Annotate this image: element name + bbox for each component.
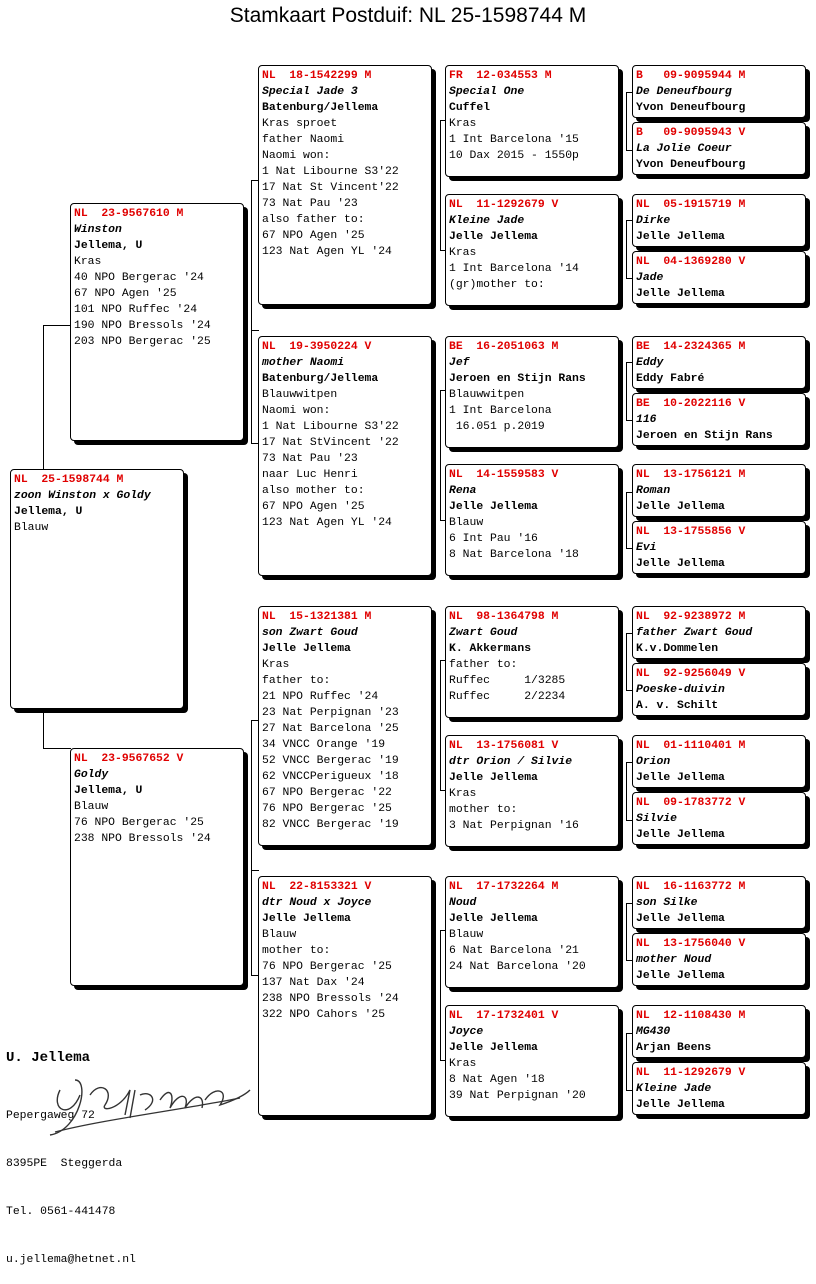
info-line: Kras [449,247,477,259]
info-line: 238 NPO Bressols '24 [74,833,211,845]
pigeon-name: father Zwart Goud [636,627,753,639]
info-line: Blauw [262,929,297,941]
g3-card-4 [445,464,619,576]
g3-card-2 [445,194,619,306]
pigeon-name: Jef [449,357,470,369]
connector [43,748,71,749]
connector [626,492,627,548]
g4-card-5 [632,336,806,389]
g4-card-6 [632,393,806,446]
info-line: 6 Int Pau '16 [449,533,538,545]
info-line: 76 NPO Bergerac '25 [262,803,392,815]
info-line: 1 Int Barcelona [449,405,552,417]
pigeon-name: Silvie [636,813,678,825]
g4-card-16 [632,1062,806,1115]
owner-name: Jelle Jellema [636,558,725,570]
ring-number: NL 13-1756040 V [636,938,746,950]
info-line: Blauw [449,517,484,529]
connector [626,762,627,820]
ring-number: NL 13-1756081 V [449,740,559,752]
ring-number: NL 22-8153321 V [262,881,372,893]
info-line: also father to: [262,214,365,226]
pigeon-name: Zwart Goud [449,627,518,639]
owner-name: Jellema, U [14,506,83,518]
ring-number: NL 23-9567652 V [74,753,184,765]
info-line: 238 NPO Bressols '24 [262,993,399,1005]
owner-name: Jelle Jellema [449,501,538,513]
dam-card [70,748,244,986]
owner-name: K. Akkermans [449,643,532,655]
connector [626,362,627,420]
connector [440,120,441,250]
ring-number: BE 10-2022116 V [636,398,746,410]
ring-number: NL 16-1163772 M [636,881,746,893]
pigeon-name: Eddy [636,357,664,369]
owner-name: Jelle Jellema [262,643,351,655]
info-line: Kras [74,256,102,268]
ring-number: NL 05-1915719 M [636,199,746,211]
g3-card-6 [445,735,619,847]
ring-number: NL 18-1542299 M [262,70,372,82]
info-line: 123 Nat Agen YL '24 [262,517,392,529]
g3-card-1 [445,65,619,177]
info-line: father to: [449,659,518,671]
owner-name: Jelle Jellema [636,772,725,784]
info-line: 6 Nat Barcelona '21 [449,945,579,957]
g4-card-8 [632,521,806,574]
info-line: also mother to: [262,485,365,497]
info-line: 21 NPO Ruffec '24 [262,691,379,703]
ring-number: B 09-9095943 V [636,127,746,139]
connector [626,92,627,150]
info-line: 137 Nat Dax '24 [262,977,365,989]
info-line: 27 Nat Barcelona '25 [262,723,399,735]
pigeon-name: mother Naomi [262,357,345,369]
info-line: Kras [449,118,477,130]
connector [440,660,441,790]
owner-name: Batenburg/Jellema [262,102,379,114]
owner-name: Yvon Deneufbourg [636,102,746,114]
g4-card-4 [632,251,806,304]
owner-name: K.v.Dommelen [636,643,719,655]
ring-number: NL 92-9238972 M [636,611,746,623]
owner-name: Cuffel [449,102,491,114]
info-line: 39 Nat Perpignan '20 [449,1090,586,1102]
ring-number: NL 23-9567610 M [74,208,184,220]
ring-number: NL 15-1321381 M [262,611,372,623]
ring-number: NL 04-1369280 V [636,256,746,268]
info-line: (gr)mother to: [449,279,545,291]
pigeon-name: MG430 [636,1026,671,1038]
g4-card-14 [632,933,806,986]
owner-name: Jelle Jellema [636,829,725,841]
g3-card-8 [445,1005,619,1117]
ring-number: NL 98-1364798 M [449,611,559,623]
info-line: 17 Nat StVincent '22 [262,437,399,449]
owner-name: Jellema, U [74,785,143,797]
pigeon-name: son Silke [636,897,698,909]
g4-card-7 [632,464,806,517]
info-line: 1 Int Barcelona '15 [449,134,579,146]
breeder-email: u.jellema@hetnet.nl [6,1254,136,1266]
info-line: 62 VNCCPerigueux '18 [262,771,399,783]
info-line: 322 NPO Cahors '25 [262,1009,386,1021]
owner-name: Jeroen en Stijn Rans [449,373,586,385]
info-line: mother to: [449,804,518,816]
connector [251,330,259,331]
breeder-name: U. Jellema [6,1050,91,1066]
ring-number: B 09-9095944 M [636,70,746,82]
owner-name: Jelle Jellema [449,231,538,243]
pigeon-name: De Deneufbourg [636,86,732,98]
ring-number: NL 25-1598744 M [14,474,124,486]
info-line: 3 Nat Perpignan '16 [449,820,579,832]
info-line: Ruffec 1/3285 [449,675,566,687]
connector [251,180,252,330]
handwritten-signature [20,1050,260,1140]
pigeon-name: Kleine Jade [636,1083,712,1095]
pigeon-name: Winston [74,224,122,236]
pigeon-name: Jade [636,272,664,284]
pigeon-name: Evi [636,542,657,554]
info-line: Kras [262,659,290,671]
ring-number: NL 11-1292679 V [449,199,559,211]
breeder-phone: Tel. 0561-441478 [6,1206,116,1218]
info-line: 8 Nat Barcelona '18 [449,549,579,561]
g4-card-1 [632,65,806,118]
info-line: Blauw [449,929,484,941]
info-line: 23 Nat Perpignan '23 [262,707,399,719]
pigeon-name: Poeske-duivin [636,684,725,696]
connector [43,325,44,470]
connector [626,633,627,690]
connector [251,870,252,975]
ring-number: NL 13-1756121 M [636,469,746,481]
info-line: 1 Nat Libourne S3'22 [262,421,399,433]
info-line: 67 NPO Agen '25 [262,501,365,513]
g3-card-5 [445,606,619,718]
g4-card-13 [632,876,806,929]
info-line: Naomi won: [262,405,331,417]
info-line: Kras sproet [262,118,338,130]
g4-card-2 [632,122,806,175]
owner-name: Jelle Jellema [636,970,725,982]
ring-number: BE 14-2324365 M [636,341,746,353]
ring-number: NL 13-1755856 V [636,526,746,538]
info-line: father to: [262,675,331,687]
connector [626,1033,627,1090]
ring-number: NL 19-3950224 V [262,341,372,353]
owner-name: A. v. Schilt [636,700,719,712]
info-line: 40 NPO Bergerac '24 [74,272,204,284]
connector [43,708,44,748]
breeder-address: Pepergaweg 72 [6,1110,95,1122]
g4-card-10 [632,663,806,716]
pigeon-name: Roman [636,485,671,497]
connector [251,870,259,871]
info-line: 8 Nat Agen '18 [449,1074,545,1086]
pigeon-name: dtr Orion / Silvie [449,756,573,768]
g4-card-11 [632,735,806,788]
info-line: Blauwwitpen [262,389,338,401]
info-line: 1 Nat Libourne S3'22 [262,166,399,178]
pigeon-name: mother Noud [636,954,712,966]
ring-number: BE 16-2051063 M [449,341,559,353]
pigeon-name: Special One [449,86,525,98]
ring-number: NL 01-1110401 M [636,740,746,752]
info-line: 123 Nat Agen YL '24 [262,246,392,258]
pigeon-name: Joyce [449,1026,484,1038]
connector [251,330,252,443]
connector [43,325,71,326]
info-line: naar Luc Henri [262,469,358,481]
info-line: 52 VNCC Bergerac '19 [262,755,399,767]
pigeon-name: La Jolie Coeur [636,143,732,155]
owner-name: Jeroen en Stijn Rans [636,430,773,442]
owner-name: Jelle Jellema [636,231,725,243]
owner-name: Jelle Jellema [449,1042,538,1054]
ring-number: NL 12-1108430 M [636,1010,746,1022]
owner-name: Jelle Jellema [449,913,538,925]
owner-name: Arjan Beens [636,1042,712,1054]
info-line: 76 NPO Bergerac '25 [262,961,392,973]
pigeon-name: Kleine Jade [449,215,525,227]
info-line: 17 Nat St Vincent'22 [262,182,399,194]
pigeon-name: Dirke [636,215,671,227]
info-line: Ruffec 2/2234 [449,691,566,703]
info-line: 67 NPO Agen '25 [262,230,365,242]
info-line: 190 NPO Bressols '24 [74,320,211,332]
pigeon-name: Orion [636,756,671,768]
pigeon-name: zoon Winston x Goldy [14,490,151,502]
g3-card-3 [445,336,619,448]
g4-card-15 [632,1005,806,1058]
g3-card-7 [445,876,619,988]
pigeon-name: Noud [449,897,477,909]
ring-number: NL 17-1732401 V [449,1010,559,1022]
ring-number: NL 14-1559583 V [449,469,559,481]
owner-name: Batenburg/Jellema [262,373,379,385]
owner-name: Yvon Deneufbourg [636,159,746,171]
info-line: 73 Nat Pau '23 [262,453,358,465]
ring-number: NL 11-1292679 V [636,1067,746,1079]
pigeon-name: Goldy [74,769,109,781]
connector [626,903,627,960]
info-line: 24 Nat Barcelona '20 [449,961,586,973]
connector [440,390,441,520]
grandsire-maternal-card [258,606,432,846]
info-line: 1 Int Barcelona '14 [449,263,579,275]
granddam-paternal-card [258,336,432,576]
connector [626,220,627,278]
g4-card-3 [632,194,806,247]
ring-number: NL 09-1783772 V [636,797,746,809]
info-line: 67 NPO Agen '25 [74,288,177,300]
info-line: Blauw [14,522,49,534]
info-line: 34 VNCC Orange '19 [262,739,386,751]
info-line: Kras [449,1058,477,1070]
sire-card [70,203,244,441]
info-line: 203 NPO Bergerac '25 [74,336,211,348]
info-line: 82 VNCC Bergerac '19 [262,819,399,831]
info-line: 16.051 p.2019 [449,421,545,433]
info-line: father Naomi [262,134,345,146]
owner-name: Jelle Jellema [449,772,538,784]
g4-card-12 [632,792,806,845]
info-line: mother to: [262,945,331,957]
info-line: Blauw [74,801,109,813]
owner-name: Jelle Jellema [636,288,725,300]
breeder-city: 8395PE Steggerda [6,1158,123,1170]
pigeon-name: 116 [636,414,657,426]
owner-name: Jelle Jellema [636,501,725,513]
owner-name: Jelle Jellema [636,913,725,925]
pigeon-name: son Zwart Goud [262,627,358,639]
info-line: Naomi won: [262,150,331,162]
info-line: 101 NPO Ruffec '24 [74,304,198,316]
info-line: 73 Nat Pau '23 [262,198,358,210]
connector [251,720,252,870]
owner-name: Jellema, U [74,240,143,252]
ring-number: NL 92-9256049 V [636,668,746,680]
owner-name: Eddy Fabré [636,373,705,385]
g4-card-9 [632,606,806,659]
pigeon-name: dtr Noud x Joyce [262,897,372,909]
subject-pigeon-card [10,469,184,709]
ring-number: FR 12-034553 M [449,70,552,82]
info-line: Blauwwitpen [449,389,525,401]
info-line: 67 NPO Bergerac '22 [262,787,392,799]
connector [440,930,441,1060]
info-line: 10 Dax 2015 - 1550p [449,150,579,162]
granddam-maternal-card [258,876,432,1116]
pigeon-name: Special Jade 3 [262,86,358,98]
grandsire-paternal-card [258,65,432,305]
page-title: Stamkaart Postduif: NL 25-1598744 M [229,4,587,27]
info-line: 76 NPO Bergerac '25 [74,817,204,829]
owner-name: Jelle Jellema [636,1099,725,1111]
ring-number: NL 17-1732264 M [449,881,559,893]
info-line: Kras [449,788,477,800]
owner-name: Jelle Jellema [262,913,351,925]
pigeon-name: Rena [449,485,477,497]
